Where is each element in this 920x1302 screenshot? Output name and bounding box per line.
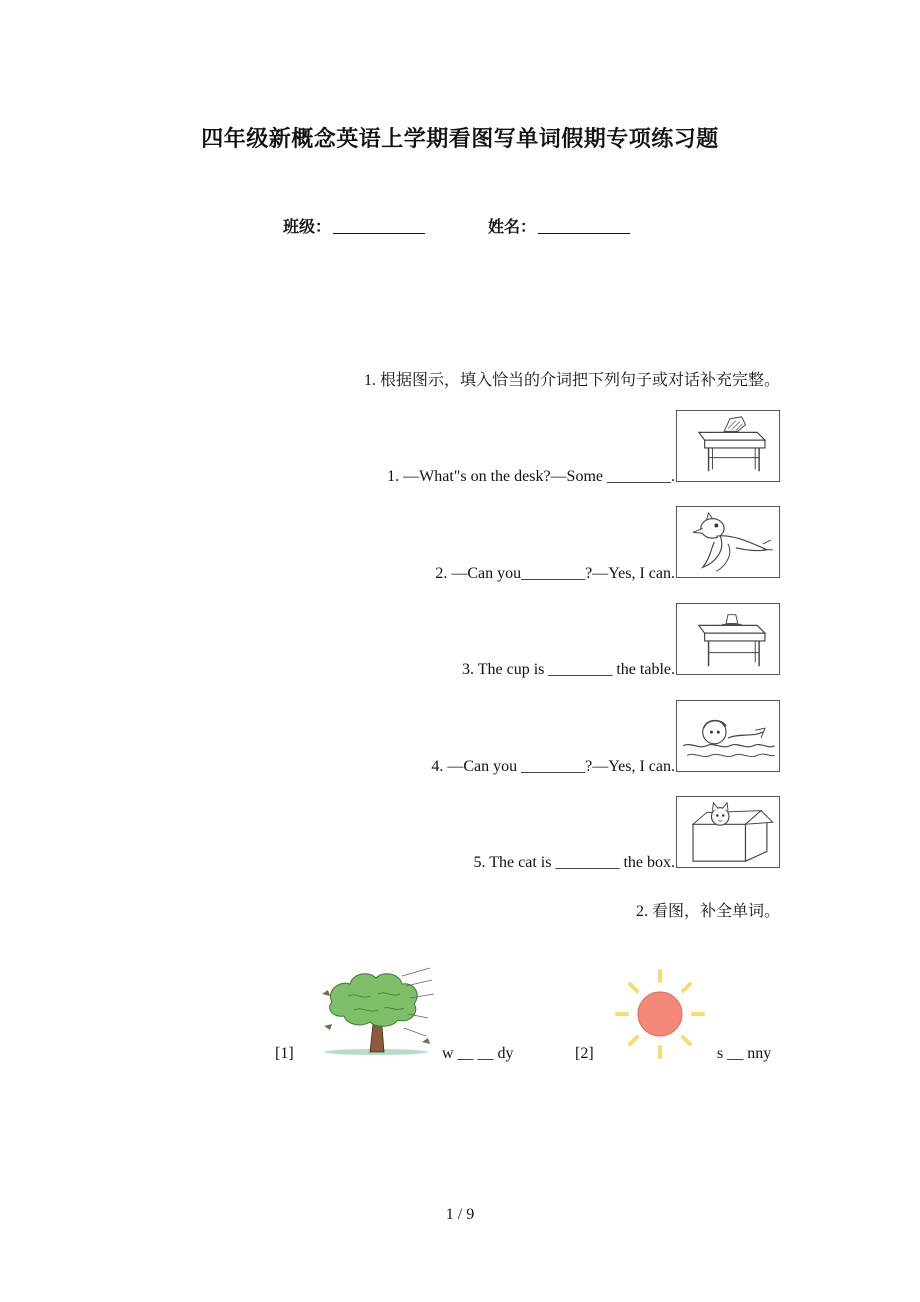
name-field [488,214,630,237]
sun-icon [612,966,708,1062]
item-1-word: w __ __ dy [442,1045,514,1062]
class-blank[interactable] [333,219,425,234]
class-field [283,214,425,237]
swimming-child-icon [676,700,780,772]
name-blank[interactable] [538,219,630,234]
page-number: 1 / 9 [445,1206,475,1223]
item-2-number: [2] [575,1045,594,1062]
item-2-word: s __ nny [717,1045,772,1062]
cat-in-box-icon [676,796,780,868]
desk-with-books-icon [676,410,780,482]
class-label: 班级： [283,217,332,236]
question-1: 1. —What"s on the desk?—Some ________. [387,468,675,485]
name-label: 姓名： [488,217,537,236]
windy-tree-icon [318,966,436,1056]
table-with-cup-icon [676,603,780,675]
question-2: 2. —Can you________?—Yes, I can. [435,565,675,582]
question-4: 4. —Can you ________?—Yes, I can. [431,758,675,775]
section-2-heading: 2. 看图，补全单词。 [635,903,780,920]
question-5: 5. The cat is ________ the box. [473,854,675,871]
item-1-number: [1] [275,1045,294,1062]
question-3: 3. The cup is ________ the table. [462,661,675,678]
section-1-heading: 1. 根据图示，填入恰当的介词把下列句子或对话补充完整。 [363,372,780,389]
flying-bird-icon [676,506,780,578]
page-title: 四年级新概念英语上学期看图写单词假期专项练习题 [201,127,719,152]
